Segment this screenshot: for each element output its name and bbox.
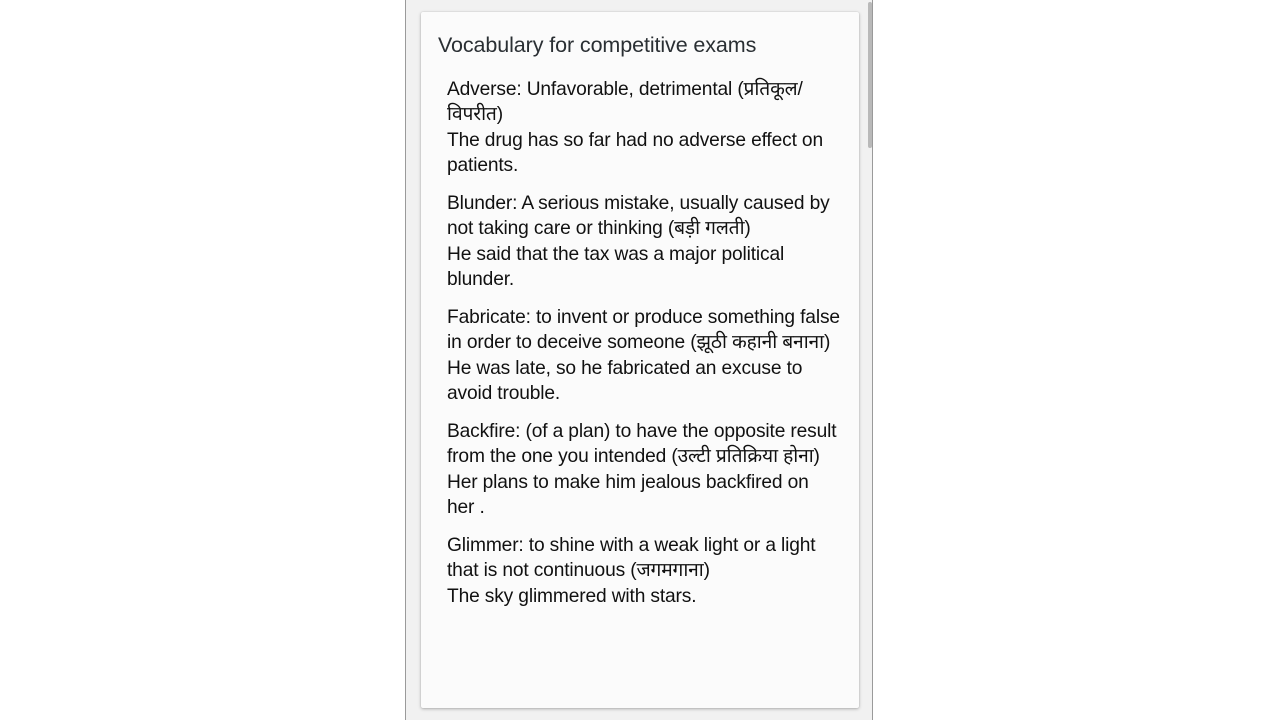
vocabulary-entry-glimmer <box>447 534 841 610</box>
vocabulary-entry-blunder <box>447 192 841 292</box>
word-definition: Backfire: (of a plan) to have the opposite result from the one you intended (उल्टी प्रतिक्रिया होना) <box>447 421 837 467</box>
word-definition: Fabricate: to invent or produce something false in order to deceive someone (झूठी कहानी बनाना) <box>447 307 840 353</box>
vocabulary-card <box>421 12 859 708</box>
vocabulary-entry-backfire <box>447 420 841 520</box>
example-sentence: The sky glimmered with stars. <box>447 586 697 607</box>
phone-screen <box>405 0 873 720</box>
word-definition: Glimmer: to shine with a weak light or a light that is not continuous (जगमगाना) <box>447 535 816 581</box>
vocabulary-list <box>438 78 841 610</box>
example-sentence: He said that the tax was a major political blunder. <box>447 244 785 290</box>
example-sentence: He was late, so he fabricated an excuse to avoid trouble. <box>447 358 803 404</box>
vocabulary-entry-adverse <box>447 78 841 178</box>
word-definition: Blunder: A serious mistake, usually caused by not taking care or thinking (बड़ी गलती) <box>447 193 830 239</box>
word-definition: Adverse: Unfavorable, detrimental (प्रतिकूल/ विपरीत) <box>447 79 803 125</box>
example-sentence: The drug has so far had no adverse effect on patients. <box>447 130 823 176</box>
vocabulary-entry-fabricate <box>447 306 841 406</box>
card-title: Vocabulary for competitive exams <box>438 33 757 57</box>
scrollbar[interactable] <box>868 2 872 148</box>
example-sentence: Her plans to make him jealous backfired on her . <box>447 472 809 518</box>
